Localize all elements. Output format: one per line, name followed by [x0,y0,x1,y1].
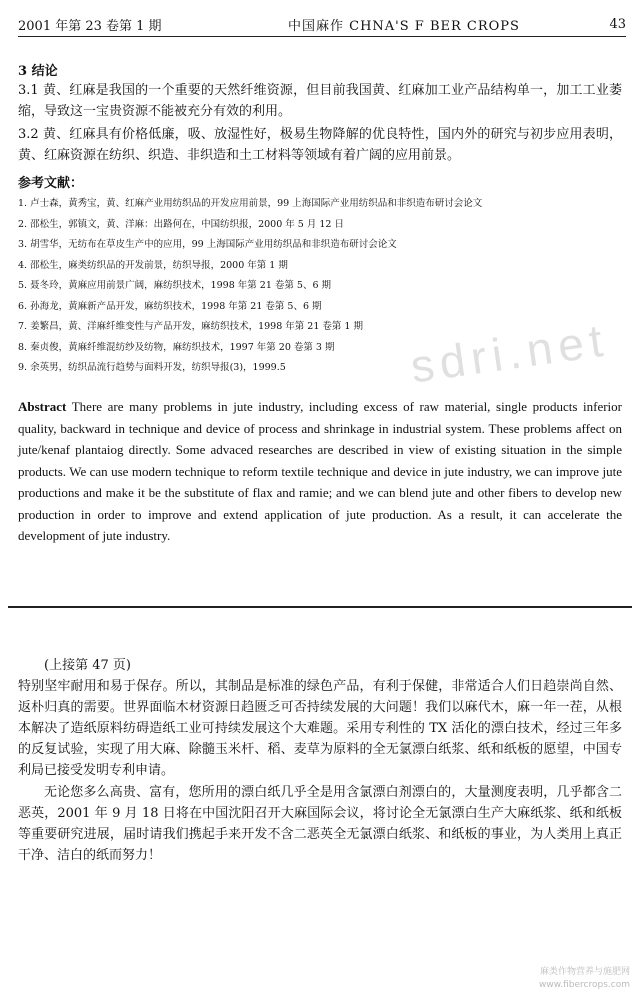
site-url: www.fibercrops.com [539,980,630,990]
continued-paragraph-1: 特别坚牢耐用和易于保存。所以，其制品是标准的绿色产品，有利于保健，非常适合人们日趋崇尚自然、返朴归真的需要。世界面临木材资源日趋匮乏可否持续发展的大问题！我们以麻代木，麻一年一茬，从根本解决了造纸原料纺碍造纸工业可持续发展这个大难题。采用专利性的 TX 活化的漂白技术，经过三年多的反复试验，实现了用大麻、除髓玉米杆、稻、麦草为原料的全无氯漂白纸浆、纸和纸板的愿望，中国专利局已接受发明专利申请。 [18,679,622,778]
site-name: 麻类作物营养与施肥网 [539,967,630,977]
conclusion-paragraph-2: 3.2 黄、红麻具有价格低廉，吸、放湿性好，极易生物降解的优良特性，国内外的研究与初步应用表明，黄、红麻资源在纺织、织造、非织造和土工材料等领域有着广阔的应用前景。 [18,127,622,163]
references-title: 参考文献： [18,176,84,191]
reference-item: 1. 卢士森，黄秀宝，黄、红麻产业用纺织品的开发应用前景，99 上海国际产业用纺织品和非织造布研讨会论文 [18,198,483,209]
abstract-label: Abstract [18,399,67,414]
abstract-block [18,396,622,547]
reference-item: 9. 余英男，纺织品流行趋势与面料开发，纺织导报(3)，1999.5 [18,362,286,373]
reference-item: 4. 邵松生，麻类纺织品的开发前景，纺织导报，2000 年第 1 期 [18,259,288,271]
reference-item: 5. 聂冬玲，黄麻应用前景广阔，麻纺织技术，1998 年第 21 卷第 5、6 期 [18,280,332,291]
continued-from-label: (上接第 47 页) [44,658,131,673]
site-watermark [539,966,630,992]
conclusion-paragraph-1: 3.1 黄、红麻是我国的一个重要的天然纤维资源，但目前我国黄、红麻加工业产品结构单一，加工工业萎缩，导致这一宝贵资源不能被充分有效的利用。 [18,83,622,119]
section-divider [8,606,632,608]
journal-name: 中国麻作 CHNA'S F BER CROPS [288,18,520,34]
continued-paragraph-2: 无论您多么高贵、富有，您所用的漂白纸几乎全是用含氯漂白剂漂白的，大量测度表明，几乎都含二恶英，2001 年 9 月 18 日将在中国沈阳召开大麻国际会议，将讨论全无氯漂白生产大麻纸浆、纸和纸板等重要研究进展，届时请我们携起手来开发不含二恶英全无氯漂白纸浆、和纸板的事业，为人类用上真正干净、洁白的纸而努力！ [18,785,622,863]
watermark-text: sdri.net [407,313,612,393]
reference-item: 3. 胡雪华，无纺布在草皮生产中的应用，99 上海国际产业用纺织品和非织造布研讨会论文 [18,239,397,250]
reference-item: 6. 孙海龙，黄麻新产品开发，麻纺织技术，1998 年第 21 卷第 5、6 期 [18,300,322,312]
issue-info: 2001 年第 23 卷第 1 期 [18,18,162,34]
abstract-text: There are many problems in jute industry, including excess of raw material, single products inferior quality, backward in technique and device of process and shrinkage in industrial system. These problems affect on jute/kenaf plantaiog directly. Some advaced researches are described in view of existing situation in the simple products. We can use modern technique to reform textile technique and device in jute industry, we can improve jute productions and make it be the substitute of flax and ramie; and we can blend jute and other fibers to develop new production in order to improve and extend application of jute production. As a result, it can accelerate the development of jute industry. [18,399,622,543]
page-number: 43 [609,16,626,32]
running-header [18,12,626,37]
section-heading-conclusion: 3 结论 [18,64,58,79]
reference-item: 8. 秦贞俊，黄麻纤维混纺纱及纺物，麻纺织技术，1997 年第 20 卷第 3 期 [18,341,335,353]
reference-item: 2. 邵松生，郭镇文，黄、洋麻：出路何在，中国纺织报，2000 年 5 月 12 日 [18,218,344,230]
reference-item: 7. 姜繁昌，黄、洋麻纤维变性与产品开发，麻纺织技术，1998 年第 21 卷第 1 期 [18,321,363,332]
